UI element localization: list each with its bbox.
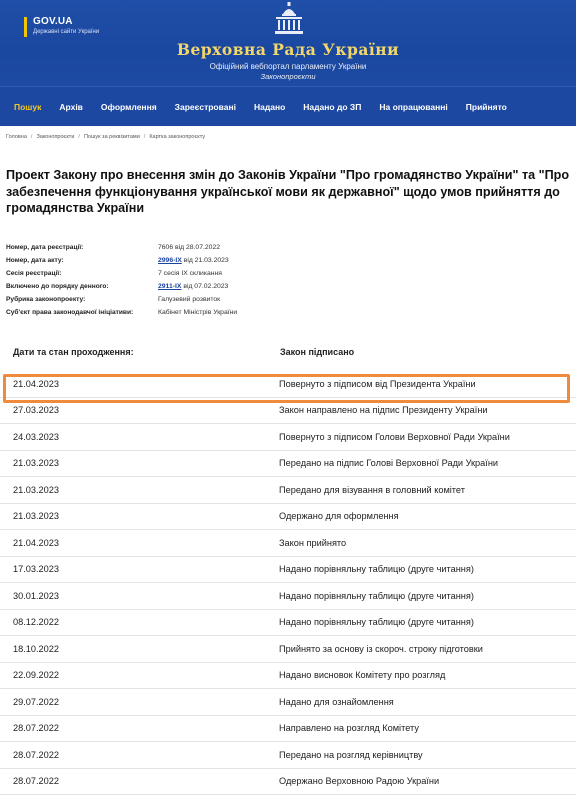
row-date: 28.07.2022 [13, 749, 59, 760]
site-subtitle: Офіційний вебпортал парламенту України [209, 62, 367, 71]
meta-row-act [6, 257, 566, 270]
row-status: Передано на підпис Голові Верховної Ради України [279, 458, 499, 469]
nav-item-processing[interactable]: Оформлення [100, 101, 157, 112]
row-status: Закон прийнято [279, 537, 347, 548]
page-title: Проект Закону про внесення змін до Законів України "Про громадянство України" та "Про забезпечення функціонування української мови як державної" щодо умов прийняття до громадянства України [6, 168, 570, 215]
meta-value: від 21.03.2023 [183, 257, 229, 264]
row-status: Надано висновок Комітету про розгляд [279, 670, 446, 681]
table-row [0, 398, 576, 425]
row-status: Повернуто з підписом від Президента України [279, 378, 476, 389]
meta-row-registration [6, 244, 566, 257]
status-table-header [13, 347, 573, 357]
breadcrumb-bills[interactable]: Законопроєкти [36, 134, 75, 140]
breadcrumb-separator: / [143, 134, 146, 140]
meta-value: від 07.02.2023 [183, 283, 229, 290]
table-row [0, 424, 576, 451]
meta-value: Кабінет Міністрів України [158, 309, 238, 316]
breadcrumb-current: Картка законопроєкту [149, 134, 206, 140]
nav-item-adopted[interactable]: Прийнято [465, 101, 507, 112]
bill-details [6, 244, 566, 331]
row-status: Надано порівняльну таблицю (друге читання) [279, 590, 474, 601]
site-header [0, 0, 576, 86]
table-row [0, 769, 576, 796]
table-row [0, 477, 576, 504]
row-date: 29.07.2022 [13, 696, 59, 707]
meta-value: 7606 від 28.07.2022 [158, 244, 221, 251]
breadcrumb-home[interactable]: Головна [6, 134, 27, 140]
nav-item-submitted[interactable]: Надано [253, 101, 286, 112]
meta-row-agenda [6, 283, 566, 296]
row-status: Надано порівняльну таблицю (друге читання) [279, 617, 474, 628]
meta-label: Номер, дата акту: [6, 257, 64, 264]
row-date: 21.04.2023 [13, 378, 59, 389]
nav-item-in-progress[interactable]: На опрацюванні [379, 101, 448, 112]
column-header-status: Закон підписано [280, 347, 355, 357]
table-row [0, 504, 576, 531]
row-status: Прийнято за основу із скороч. строку підготовки [279, 643, 483, 654]
site-title[interactable]: Верховна Рада України [176, 40, 400, 59]
row-status: Одержано для оформлення [279, 511, 399, 522]
nav-item-submitted-zp[interactable]: Надано до ЗП [303, 101, 362, 112]
row-status: Закон направлено на підпис Президенту України [279, 405, 488, 416]
breadcrumb-separator: / [30, 134, 33, 140]
row-status: Повернуто з підписом Голови Верховної Ради України [279, 431, 510, 442]
nav-item-search[interactable]: Пошук [14, 101, 42, 112]
nav-item-registered[interactable]: Зареєстровані [174, 101, 236, 112]
breadcrumb-search[interactable]: Пошук за реквізитами [83, 134, 140, 140]
table-row [0, 716, 576, 743]
row-date: 27.03.2023 [13, 405, 59, 416]
row-status: Передано на розгляд керівництву [279, 749, 423, 760]
table-row [0, 557, 576, 584]
table-row [0, 663, 576, 690]
row-status: Одержано Верховною Радою України [279, 776, 440, 787]
meta-value: 7 сесія IX скликання [158, 270, 222, 277]
status-table [0, 371, 576, 795]
meta-label: Номер, дата реєстрації: [6, 244, 84, 251]
row-date: 08.12.2022 [13, 617, 59, 628]
agenda-link[interactable]: 2911-IX [158, 283, 182, 290]
meta-label: Суб'єкт права законодавчої ініціативи: [6, 309, 134, 316]
table-row [0, 451, 576, 478]
meta-row-subject [6, 309, 566, 331]
meta-row-rubric [6, 296, 566, 309]
nav-item-archive[interactable]: Архів [59, 101, 83, 112]
row-status: Направлено на розгляд Комітету [279, 723, 419, 734]
row-date: 24.03.2023 [13, 431, 59, 442]
meta-label: Сесія реєстрації: [6, 270, 62, 277]
breadcrumb [6, 134, 205, 140]
table-row [0, 636, 576, 663]
row-date: 21.03.2023 [13, 484, 59, 495]
row-date: 28.07.2022 [13, 723, 59, 734]
gov-ua-subtitle: Державні сайти України [33, 29, 100, 35]
row-status: Передано для візування в головний комітет [279, 484, 465, 495]
meta-label: Рубрика законопроекту: [6, 296, 86, 303]
table-row [0, 689, 576, 716]
row-date: 21.03.2023 [13, 511, 59, 522]
meta-value: Галузевий розвиток [158, 296, 221, 303]
row-date: 21.04.2023 [13, 537, 59, 548]
table-row [0, 742, 576, 769]
row-date: 22.09.2022 [13, 670, 59, 681]
main-nav [0, 86, 576, 126]
table-row [0, 583, 576, 610]
table-row [0, 371, 576, 398]
section-title: Законопроєкти [260, 72, 316, 81]
table-row [0, 610, 576, 637]
meta-row-session [6, 270, 566, 283]
row-status: Надано для ознайомлення [279, 696, 394, 707]
meta-label: Включено до порядку денного: [6, 283, 109, 290]
breadcrumb-separator: / [78, 134, 80, 140]
gov-ua-title[interactable]: GOV.UA [33, 16, 73, 27]
row-date: 17.03.2023 [13, 564, 59, 575]
table-row [0, 530, 576, 557]
row-date: 28.07.2022 [13, 776, 59, 787]
row-status: Надано порівняльну таблицю (друге читання) [279, 564, 474, 575]
act-number-link[interactable]: 2996-IX [158, 257, 182, 264]
row-date: 18.10.2022 [13, 643, 59, 654]
column-header-date: Дати та стан проходження: [13, 347, 134, 357]
gov-ua-logo[interactable] [24, 16, 99, 37]
row-date: 21.03.2023 [13, 458, 59, 469]
parliament-building-icon [274, 2, 304, 36]
row-date: 30.01.2023 [13, 590, 59, 601]
gov-ua-flag-bar [24, 17, 27, 37]
